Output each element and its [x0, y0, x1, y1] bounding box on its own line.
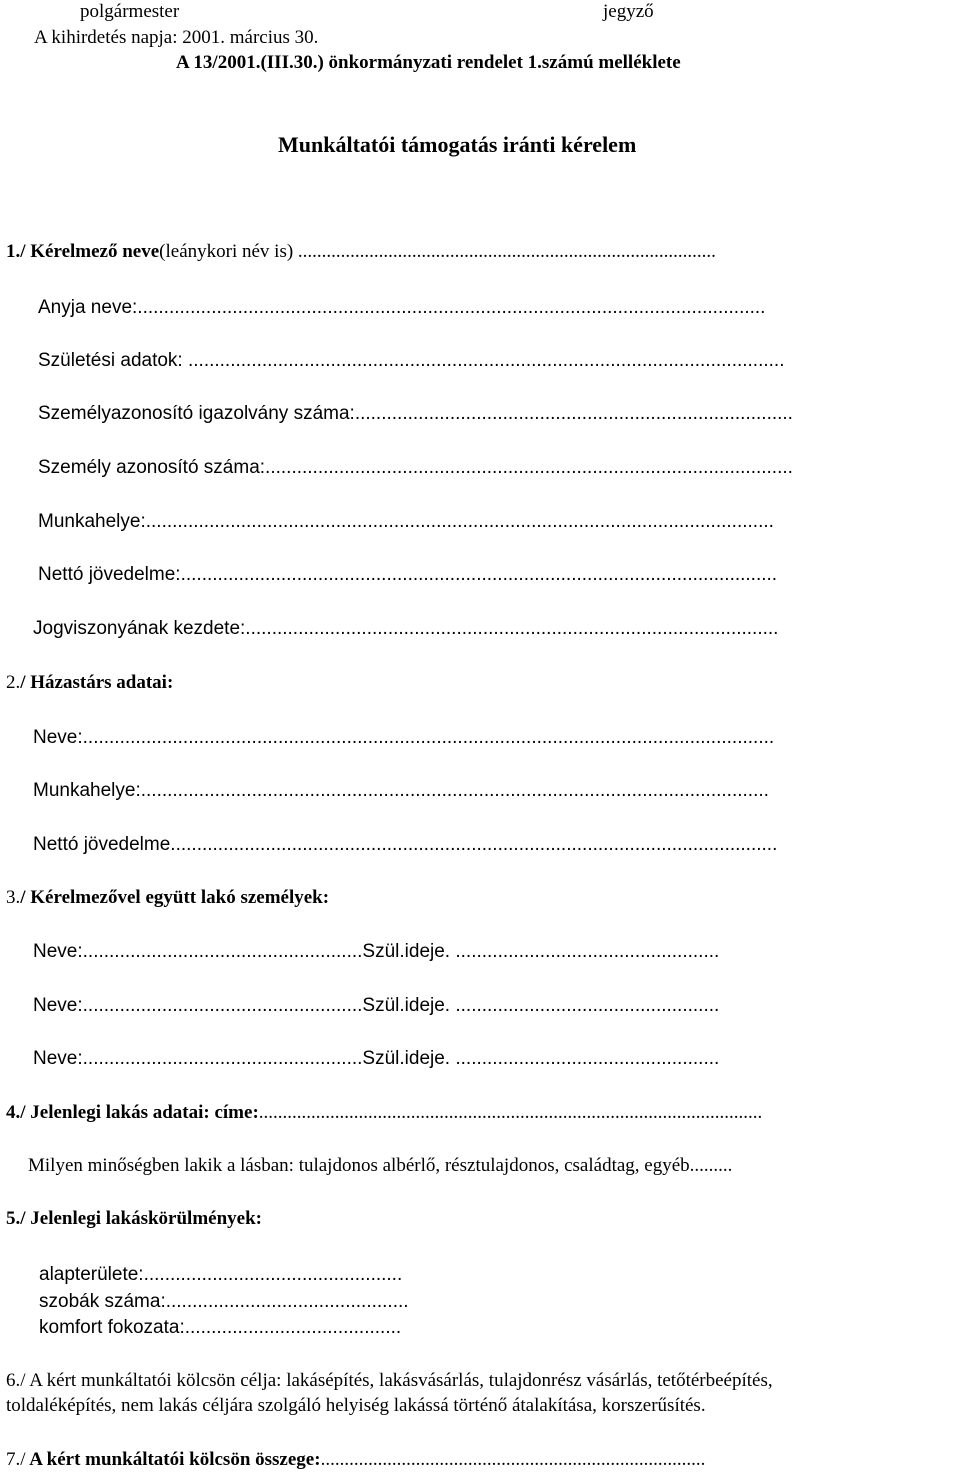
decree-reference: A 13/2001.(III.30.) önkormányzati rendelet 1.számú melléklete	[176, 52, 681, 73]
personal-id-number-field: Személy azonosító száma:....................................................................................................	[38, 457, 793, 478]
birth-data-field: Születési adatok: .................................................................................................................	[38, 350, 785, 371]
maiden-name-note: (leánykori név is) ........................................................................................	[159, 241, 716, 262]
id-card-number-field: Személyazonosító igazolvány száma:...................................................................................	[38, 403, 793, 424]
cohabitant-row: Neve:.....................................................Szül.ideje. ..................................................	[33, 1048, 720, 1069]
workplace-field: Munkahelye:.......................................................................................................................	[38, 511, 774, 532]
section-7-heading: 7./ A kért munkáltatói kölcsön összege:.................................................................................	[6, 1449, 706, 1470]
cohabitant-row: Neve:.....................................................Szül.ideje. ..................................................	[33, 941, 720, 962]
loan-purpose-line-2: toldaléképítés, nem lakás céljára szolgáló helyiség lakássá történő átalakítása, korszerűsítés.	[6, 1395, 706, 1416]
spouse-name-field: Neve:...................................................................................................................................	[33, 727, 775, 748]
spouse-workplace-field: Munkahelye:.......................................................................................................................	[33, 780, 769, 801]
section-1-heading	[6, 240, 716, 264]
employment-start-field: Jogviszonyának kezdete:.....................................................................................................	[33, 618, 779, 639]
section-2-heading: 2./ Házastárs adatai:	[6, 672, 174, 693]
cohabitant-row: Neve:.....................................................Szül.ideje. ..................................................	[33, 995, 720, 1016]
occupancy-status-field: Milyen minőségben lakik a lásban: tulajdonos albérlő, résztulajdonos, családtag, egyéb.........	[28, 1155, 733, 1176]
section-3-heading: 3./ Kérelmezővel együtt lakó személyek:	[6, 887, 330, 908]
section-4-heading: 4./ Jelenlegi lakás adatai: címe:..........................................................................................................	[6, 1102, 763, 1123]
document-title: Munkáltatói támogatás iránti kérelem	[278, 132, 637, 157]
section-1-label: 1./ Kérelmező neve	[6, 241, 160, 262]
notary-signature-label: jegyző	[603, 1, 654, 22]
mother-name-field: Anyja neve:.......................................................................................................................	[38, 297, 766, 318]
floor-area-field: alapterülete:.................................................	[39, 1264, 403, 1285]
loan-purpose-line-1: 6./ A kért munkáltatói kölcsön célja: lakásépítés, lakásvásárlás, tulajdonrész vásárlás, tetőtérbeépítés,	[6, 1370, 773, 1391]
announcement-date: A kihirdetés napja: 2001. március 30.	[34, 27, 319, 48]
spouse-net-income-field: Nettó jövedelme...................................................................................................................	[33, 834, 778, 855]
room-count-field: szobák száma:..............................................	[39, 1291, 409, 1312]
section-5-heading: 5./ Jelenlegi lakáskörülmények:	[6, 1208, 262, 1229]
mayor-signature-label: polgármester	[80, 1, 180, 22]
net-income-field: Nettó jövedelme:.................................................................................................................	[38, 564, 778, 585]
comfort-level-field: komfort fokozata:.........................................	[39, 1317, 402, 1338]
